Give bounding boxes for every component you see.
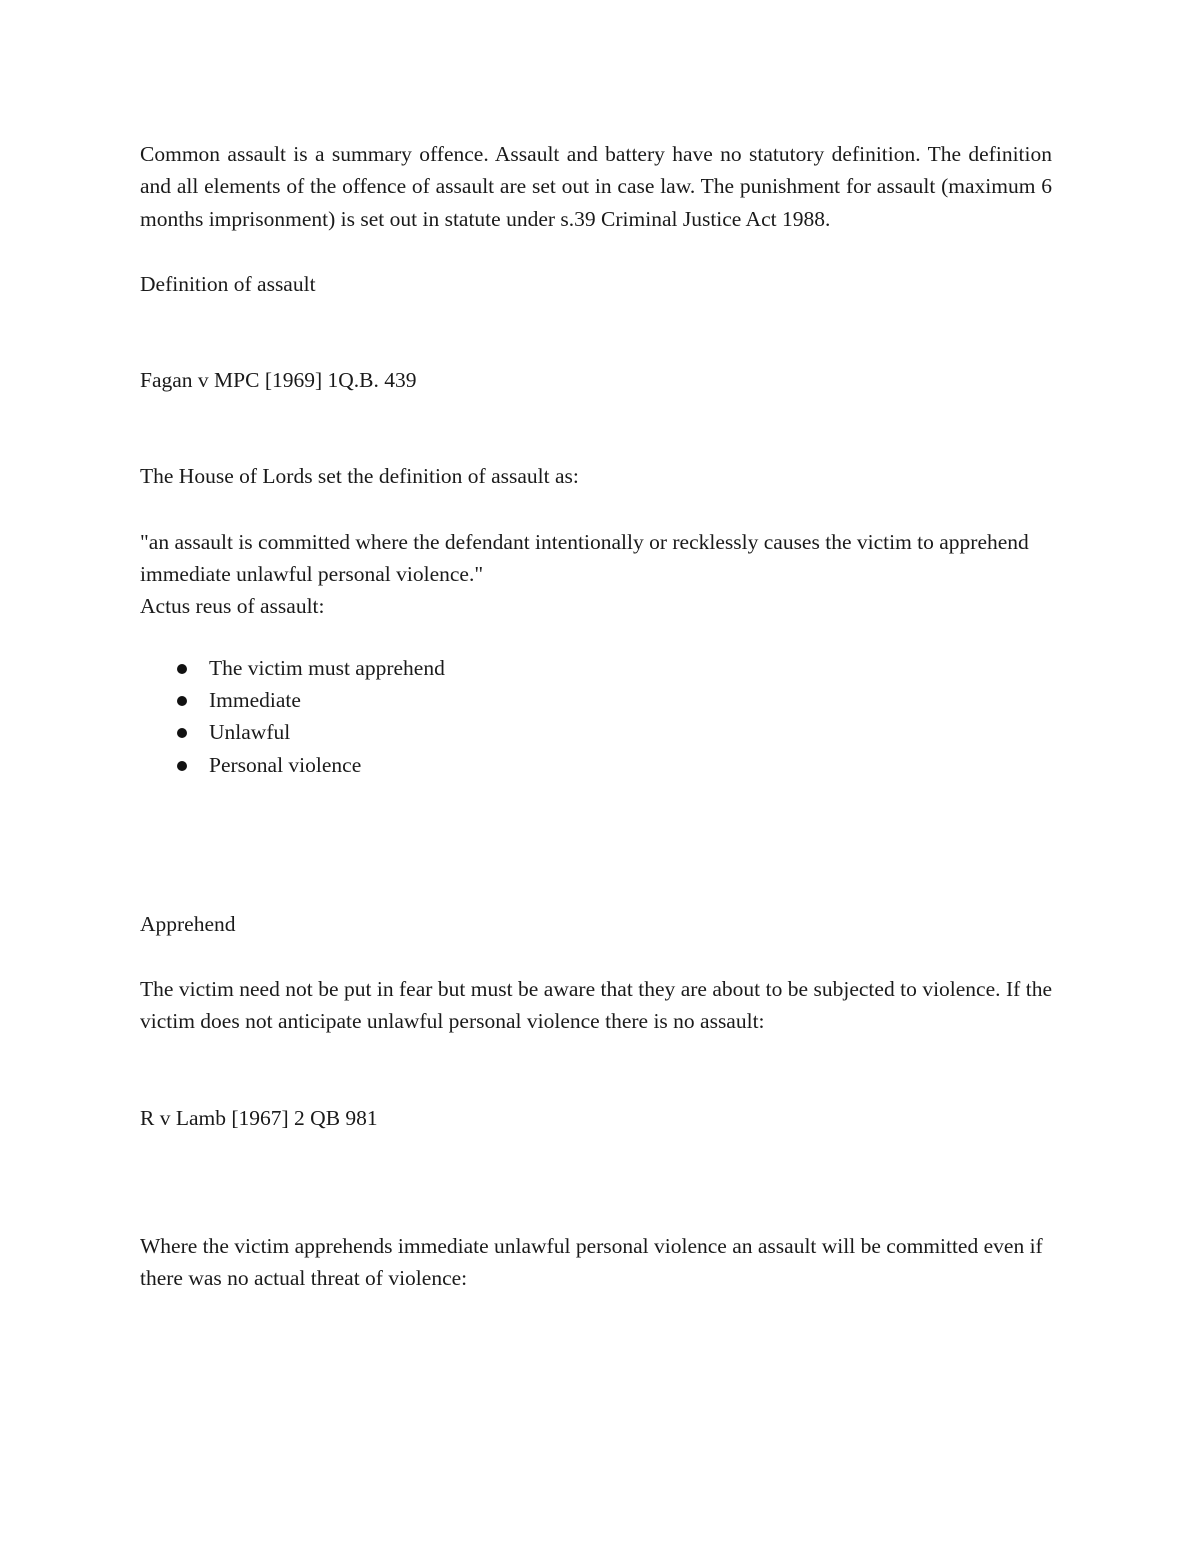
case-citation-fagan: Fagan v MPC [1969] 1Q.B. 439 <box>140 368 417 393</box>
actus-reus-list <box>140 652 1052 781</box>
definition-heading: Definition of assault <box>140 271 316 296</box>
list-item-text: Unlawful <box>209 720 291 745</box>
list-item-text: The victim must apprehend <box>209 655 445 680</box>
list-item-text: Personal violence <box>209 752 362 777</box>
bullet-icon <box>177 728 187 738</box>
house-of-lords-line: The House of Lords set the definition of assault as: <box>140 464 579 489</box>
closing-paragraph: Where the victim apprehends immediate unlawful personal violence an assault will be committed even if there was no actual threat of violence: <box>140 1234 1043 1291</box>
bullet-icon <box>177 696 187 706</box>
apprehend-heading: Apprehend <box>140 911 236 936</box>
actus-reus-label: Actus reus of assault: <box>140 594 325 619</box>
bullet-icon <box>177 761 187 771</box>
document-body <box>140 138 1052 1295</box>
bullet-icon <box>177 664 187 674</box>
apprehend-paragraph: The victim need not be put in fear but must be aware that they are about to be subjected to violence. If the victim does not anticipate unlawful personal violence there is no assault: <box>140 977 1052 1034</box>
list-item <box>140 716 1052 748</box>
list-item <box>140 684 1052 716</box>
list-item <box>140 652 1052 684</box>
intro-paragraph: Common assault is a summary offence. Assault and battery have no statutory definition. The definition and all elements of the offence of assault are set out in case law. The punishment for assault (maximum 6 months imprisonment) is set out in statute under s.39 Criminal Justice Act 1988. <box>140 142 1052 231</box>
list-item <box>140 749 1052 781</box>
case-citation-lamb: R v Lamb [1967] 2 QB 981 <box>140 1105 378 1130</box>
definition-quote: "an assault is committed where the defendant intentionally or recklessly causes the victim to apprehend immediate unlawful personal violence." <box>140 529 1029 587</box>
list-item-text: Immediate <box>209 687 301 712</box>
